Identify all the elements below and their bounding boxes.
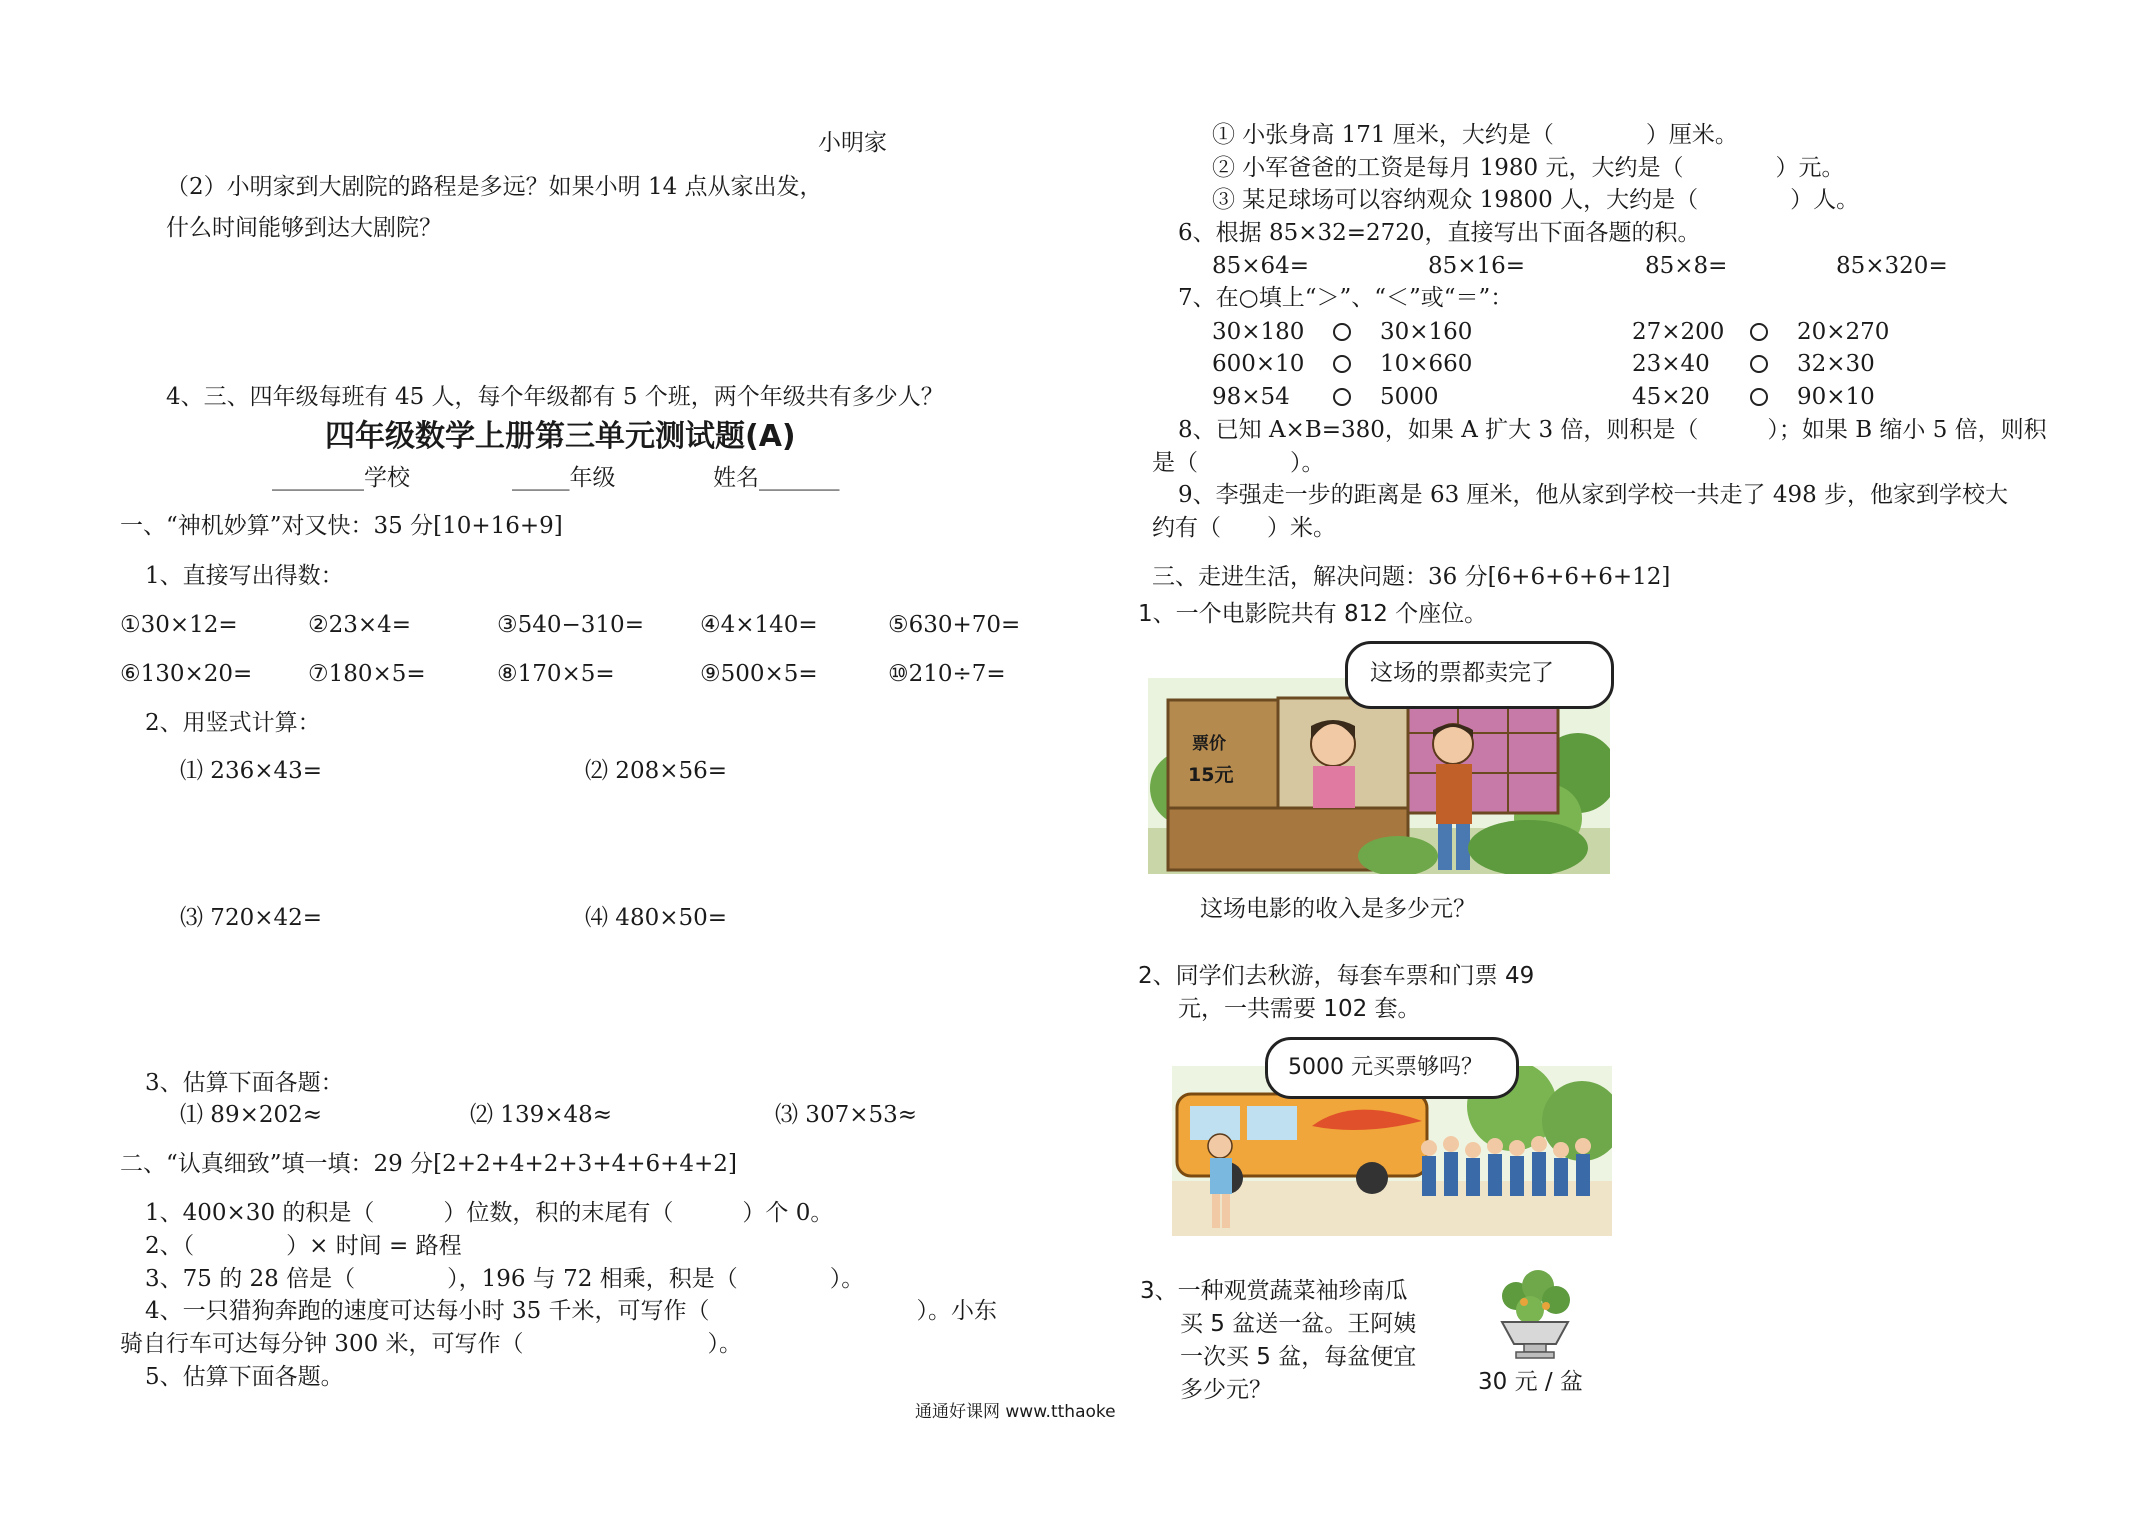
- direct-calc-10: ⑩210÷7=: [888, 661, 1006, 687]
- estimate-1: ⑴ 89×202≈: [180, 1102, 323, 1128]
- header-grade: _____年级: [512, 465, 616, 491]
- direct-calc-9: ⑨500×5=: [700, 661, 818, 687]
- problem-3-line2: 买 5 盆送一盆。王阿姨: [1180, 1311, 1417, 1337]
- speech-bubble: [1265, 1037, 1519, 1099]
- estimate-fill-1: ① 小张身高 171 厘米，大约是（ ）厘米。: [1212, 122, 1738, 148]
- compare-left-b3: 45×20: [1632, 384, 1710, 410]
- problem-2-line1: 2、同学们去秋游，每套车票和门票 49: [1138, 963, 1535, 989]
- question-8-line2: 是（ ）。: [1152, 450, 1325, 476]
- estimate-3: ⑶ 307×53≈: [775, 1102, 918, 1128]
- problem-3-line4: 多少元？: [1180, 1377, 1272, 1403]
- section-2-heading: 二、“认真细致”填一填：29 分[2+2+4+2+3+4+6+4+2]: [120, 1151, 737, 1177]
- compare-right-a2: 10×660: [1380, 351, 1473, 377]
- estimate-fill-2: ② 小军爸爸的工资是每月 1980 元，大约是（ ）元。: [1212, 155, 1845, 181]
- vertical-calc-4: ⑷ 480×50=: [585, 905, 728, 931]
- question-9-line2: 约有（ ）米。: [1152, 515, 1336, 541]
- compare-circle[interactable]: [1333, 355, 1351, 373]
- price-sign-label: 票价: [1192, 734, 1226, 754]
- s2-q4-line2: 骑自行车可达每分钟 300 米，可写作（ ）。: [120, 1331, 743, 1357]
- direct-calc-2: ②23×4=: [308, 612, 412, 638]
- question-9-line1: 9、李强走一步的距离是 63 厘米，他从家到学校一共走了 498 步，他家到学校大: [1178, 482, 2009, 508]
- s2-q3: 3、75 的 28 倍是（ ），196 与 72 相乘，积是（ ）。: [145, 1266, 865, 1292]
- direct-calc-6: ⑥130×20=: [120, 661, 253, 687]
- q6-item-4: 85×320=: [1836, 253, 1948, 279]
- direct-calc-1: ①30×12=: [120, 612, 238, 638]
- section-3-heading: 三、走进生活，解决问题：36 分[6+6+6+6+12]: [1152, 564, 1671, 590]
- price-label: 30 元 / 盆: [1478, 1369, 1583, 1395]
- q3-2-line1: （2）小明家到大剧院的路程是多远？如果小明 14 点从家出发，: [166, 174, 823, 200]
- compare-circle[interactable]: [1750, 355, 1768, 373]
- direct-calc-3: ③540−310=: [497, 612, 644, 638]
- compare-right-b2: 32×30: [1797, 351, 1875, 377]
- q6-item-3: 85×8=: [1645, 253, 1728, 279]
- compare-right-a3: 5000: [1380, 384, 1439, 410]
- direct-calc-8: ⑧170×5=: [497, 661, 615, 687]
- compare-circle[interactable]: [1750, 388, 1768, 406]
- vertical-calc-1: ⑴ 236×43=: [180, 758, 323, 784]
- q6-item-1: 85×64=: [1212, 253, 1310, 279]
- s2-q2: 2、（ ）× 时间 = 路程: [145, 1233, 462, 1259]
- direct-calc-5: ⑤630+70=: [888, 612, 1021, 638]
- compare-right-b1: 20×270: [1797, 319, 1890, 345]
- speech-bubble: [1345, 641, 1614, 709]
- problem-3-line1: 3、一种观赏蔬菜袖珍南瓜: [1140, 1278, 1408, 1304]
- direct-calc-7: ⑦180×5=: [308, 661, 426, 687]
- compare-right-b3: 90×10: [1797, 384, 1875, 410]
- q3-2-line2: 什么时间能够到达大剧院？: [166, 215, 442, 241]
- potted-plant-illustration: [1494, 1266, 1576, 1362]
- direct-calc-4: ④4×140=: [700, 612, 818, 638]
- header-name: 姓名_______: [713, 465, 840, 491]
- compare-circle[interactable]: [1333, 323, 1351, 341]
- s2-q4-line1: 4、一只猎狗奔跑的速度可达每小时 35 千米，可写作（ ）。小东: [145, 1298, 998, 1324]
- problem-2-line2: 元，一共需要 102 套。: [1178, 996, 1421, 1022]
- s2-q5: 5、估算下面各题。: [145, 1364, 344, 1390]
- question-6: 6、根据 85×32=2720，直接写出下面各题的积。: [1178, 220, 1701, 246]
- problem-1-question: 这场电影的收入是多少元？: [1200, 896, 1476, 922]
- compare-left-b1: 27×200: [1632, 319, 1725, 345]
- vertical-calc-2: ⑵ 208×56=: [585, 758, 728, 784]
- question-7: 7、在○填上“＞”、“＜”或“＝”：: [1178, 285, 1514, 311]
- compare-right-a1: 30×160: [1380, 319, 1473, 345]
- compare-left-b2: 23×40: [1632, 351, 1710, 377]
- header-school: ________学校: [272, 465, 410, 491]
- compare-left-a3: 98×54: [1212, 384, 1290, 410]
- speech-bubble-text: 5000 元买票够吗？: [1288, 1055, 1483, 1080]
- s1-q2-heading: 2、用竖式计算：: [145, 710, 321, 736]
- compare-left-a2: 600×10: [1212, 351, 1305, 377]
- footer-watermark: 通通好课网 www.tthaoke: [915, 1402, 1116, 1422]
- estimate-2: ⑵ 139×48≈: [470, 1102, 613, 1128]
- page-title: 四年级数学上册第三单元测试题(A): [325, 419, 796, 454]
- map-label: 小明家: [818, 130, 887, 156]
- compare-circle[interactable]: [1750, 323, 1768, 341]
- price-sign-value: 15元: [1188, 764, 1234, 786]
- problem-1: 1、一个电影院共有 812 个座位。: [1138, 601, 1488, 627]
- estimate-fill-3: ③ 某足球场可以容纳观众 19800 人，大约是（ ）人。: [1212, 187, 1860, 213]
- question-8-line1: 8、已知 A×B=380，如果 A 扩大 3 倍，则积是（ ）；如果 B 缩小 5 倍，则积: [1178, 417, 2047, 443]
- potted-plant-art: [1494, 1266, 1576, 1362]
- q6-item-2: 85×16=: [1428, 253, 1526, 279]
- question-4: 4、三、四年级每班有 45 人，每个年级都有 5 个班，两个年级共有多少人？: [166, 384, 944, 410]
- compare-left-a1: 30×180: [1212, 319, 1305, 345]
- problem-3-line3: 一次买 5 盆，每盆便宜: [1180, 1344, 1417, 1370]
- s1-q1-heading: 1、直接写出得数：: [145, 563, 344, 589]
- compare-circle[interactable]: [1333, 388, 1351, 406]
- vertical-calc-3: ⑶ 720×42=: [180, 905, 323, 931]
- speech-bubble-text: 这场的票都卖完了: [1370, 660, 1554, 686]
- section-1-heading: 一、“神机妙算”对又快：35 分[10+16+9]: [120, 513, 563, 539]
- s2-q1: 1、400×30 的积是（ ）位数，积的末尾有（ ）个 0。: [145, 1200, 834, 1226]
- s1-q3-heading: 3、估算下面各题：: [145, 1070, 344, 1096]
